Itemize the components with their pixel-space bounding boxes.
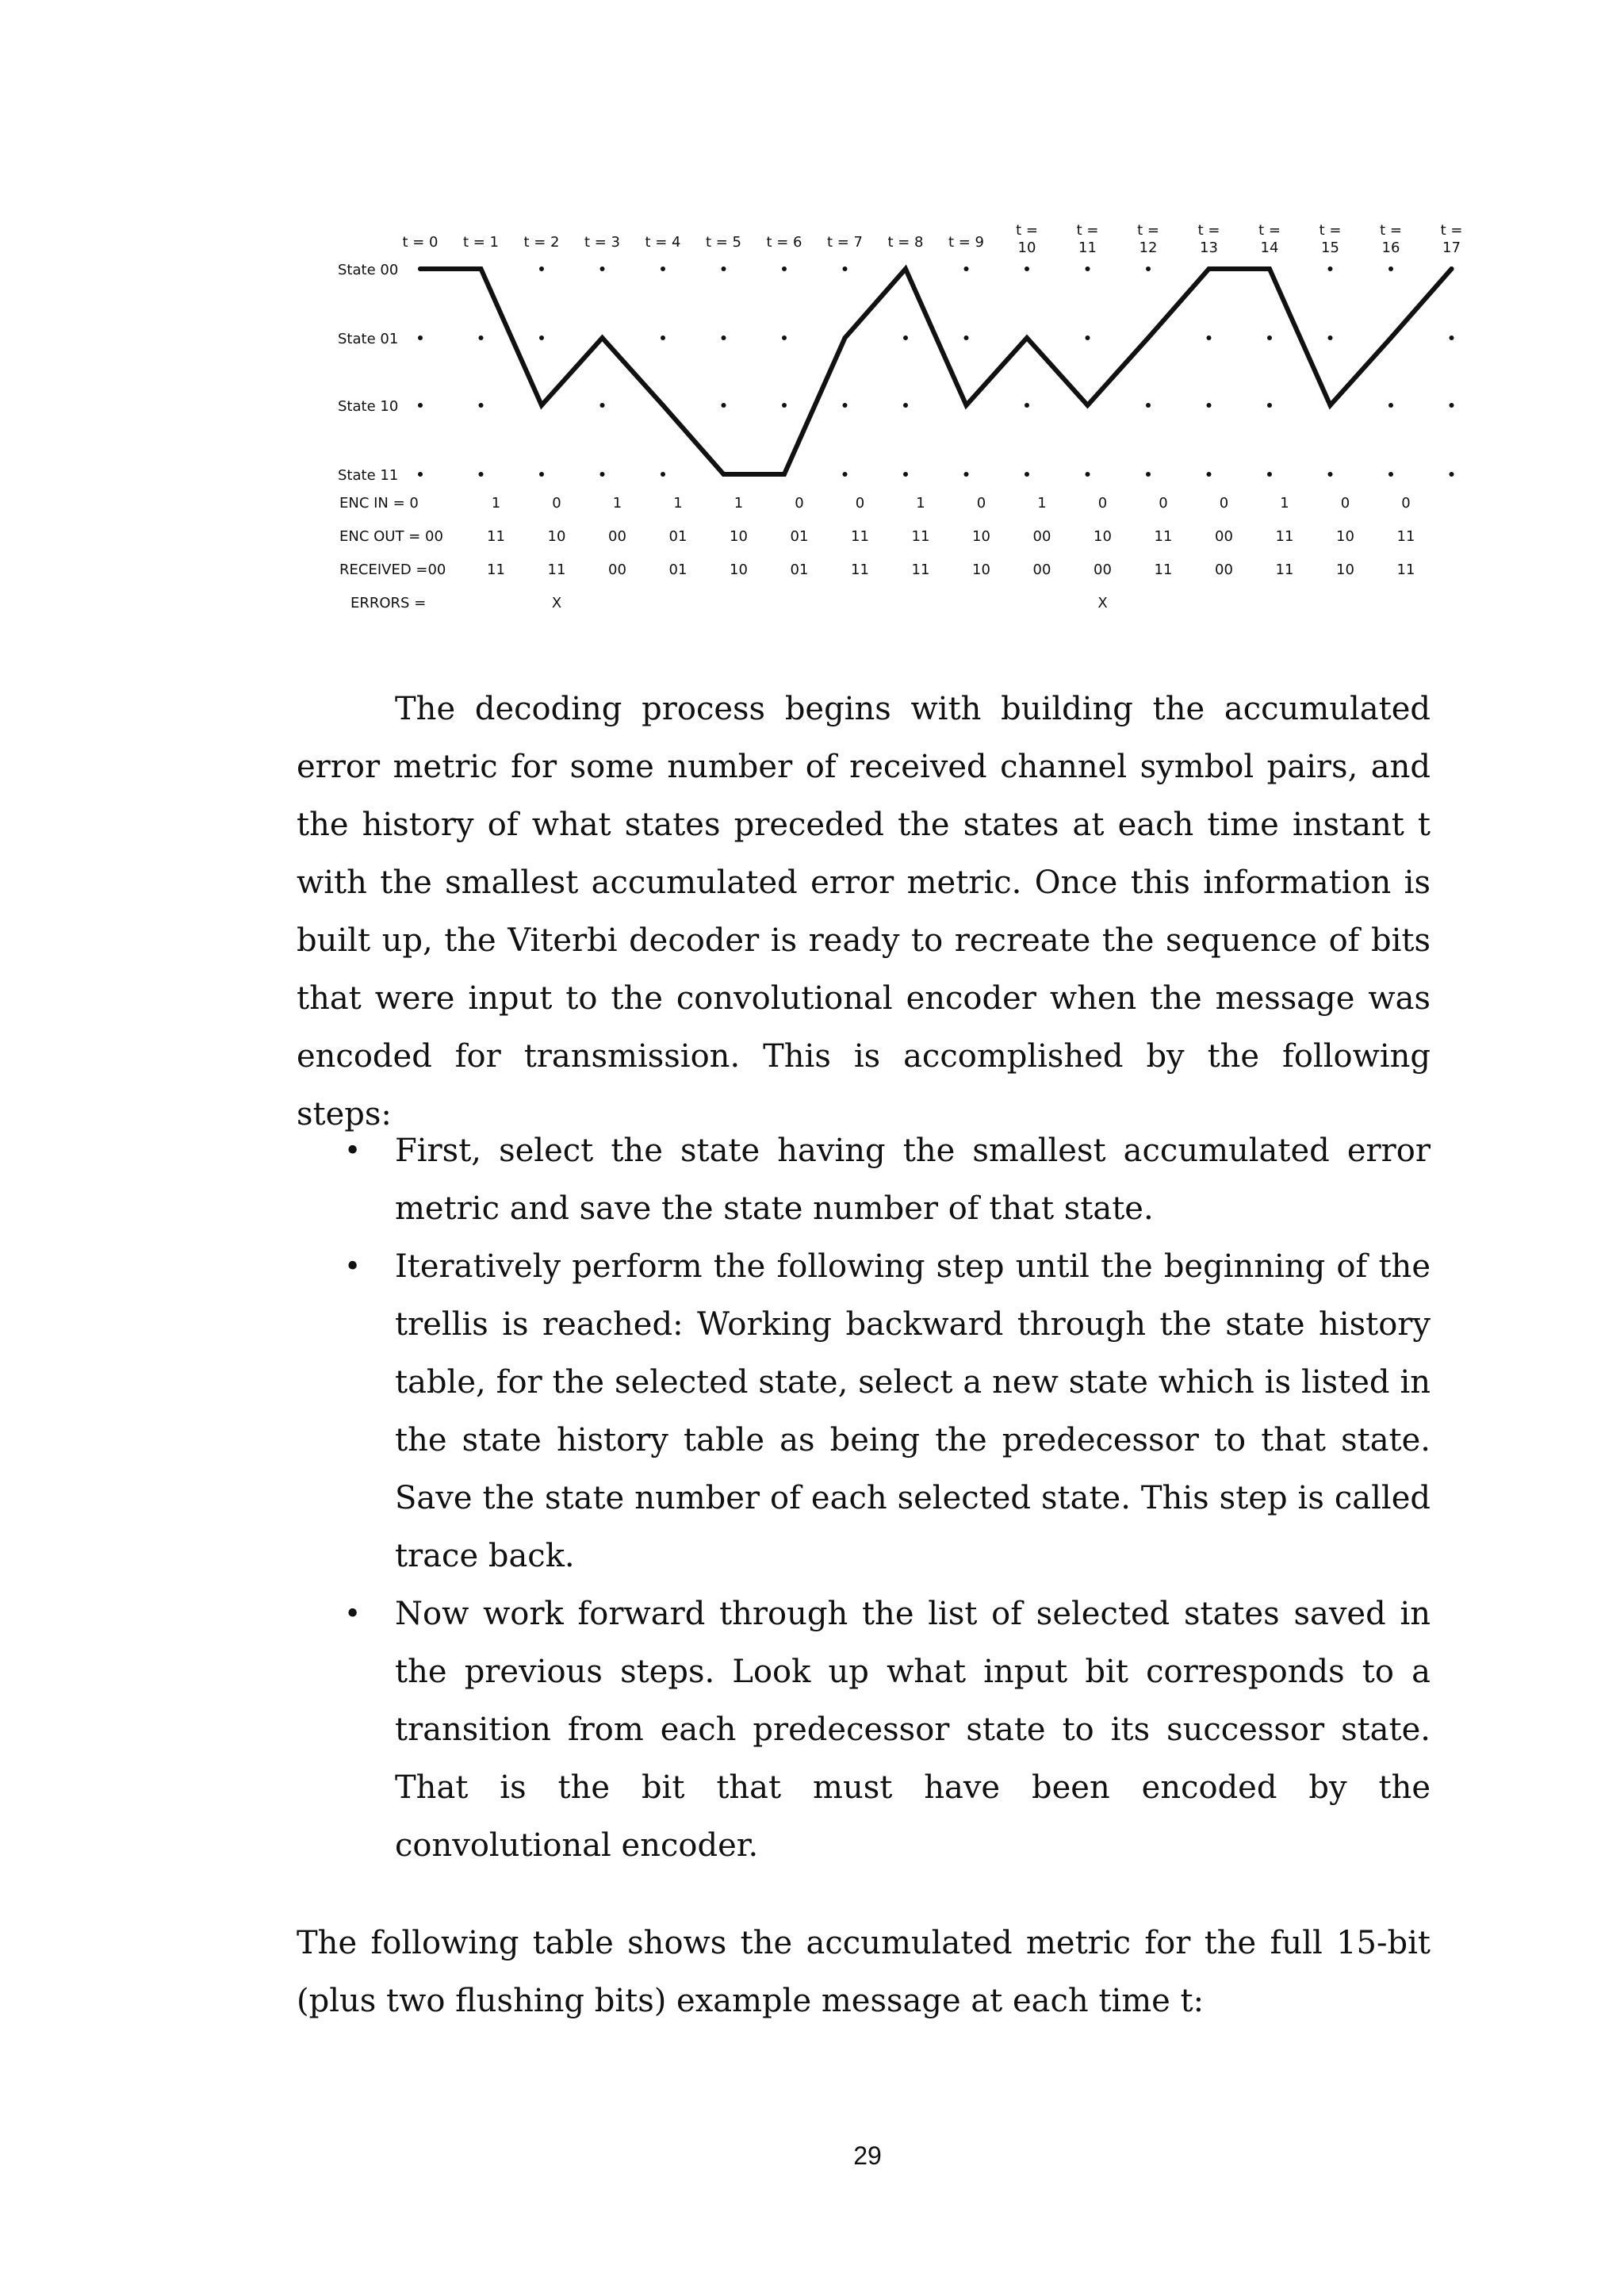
trellis-node <box>843 266 848 271</box>
state-label: State 00 <box>338 262 399 278</box>
closing-paragraph: The following table shows the accumulated metric for the full 15-bit (plus two flushing bits) example message at each time t: <box>297 1925 1431 2019</box>
row-value: 1 <box>1037 495 1047 512</box>
trellis-node <box>418 472 423 477</box>
row-value: 00 <box>1215 562 1233 578</box>
bullet-icon: • <box>344 1598 362 1631</box>
row-value: 11 <box>911 528 930 545</box>
trellis-node <box>600 403 605 408</box>
row-value: 01 <box>790 562 809 578</box>
trellis-node <box>964 335 969 340</box>
list-item <box>297 1122 1431 1238</box>
trellis-node <box>600 266 605 271</box>
trellis-node <box>1025 472 1029 477</box>
row-value: 0 <box>855 495 865 512</box>
trellis-node <box>1146 403 1151 408</box>
bullet-icon: • <box>344 1251 362 1283</box>
page-number: 29 <box>853 2141 882 2170</box>
state-label: State 01 <box>338 331 399 347</box>
time-label: t = 4 <box>645 234 681 251</box>
bullet-icon: • <box>344 1135 362 1167</box>
trellis-node <box>782 266 787 271</box>
time-label: t = 6 <box>766 234 802 251</box>
step-text: Iteratively perform the following step until the beginning of the trellis is reached: Working backward through the state history table, for the selected state, select a new state which is listed in the state history table as being the predecessor to that state. Save the state number of each selected state. This step is called trace back. <box>395 1248 1431 1574</box>
state-labels <box>338 262 398 484</box>
trellis-node <box>903 403 908 408</box>
time-label: t = 1 <box>462 234 500 251</box>
trellis-node <box>661 266 665 271</box>
row-value: 00 <box>608 562 626 578</box>
trellis-node <box>539 472 544 477</box>
row-value: 11 <box>487 562 505 578</box>
row-value: 0 <box>1340 495 1350 512</box>
state-label: State 10 <box>338 398 399 415</box>
time-label: t = 9 <box>948 234 985 251</box>
trellis-node <box>782 403 787 408</box>
time-labels <box>402 222 1462 256</box>
row-value: 01 <box>668 562 688 578</box>
row-value: 11 <box>1275 528 1294 545</box>
row-value: 10 <box>1336 562 1354 578</box>
row-value: 0 <box>976 495 986 512</box>
time-label: t = 8 <box>887 234 924 251</box>
row-value: 0 <box>1401 495 1411 512</box>
trellis-node <box>479 403 484 408</box>
trellis-node <box>1450 335 1454 340</box>
trellis-node <box>1025 266 1029 271</box>
row-value: 10 <box>547 528 566 545</box>
trellis-node <box>1328 335 1333 340</box>
list-item <box>297 1238 1431 1585</box>
time-label: t = 5 <box>705 234 742 251</box>
row-value: 10 <box>1336 528 1354 545</box>
trellis-node <box>418 403 423 408</box>
trellis-node <box>843 403 848 408</box>
trellis-node <box>1267 335 1272 340</box>
row-value: 0 <box>1159 495 1168 512</box>
trellis-node <box>722 403 726 408</box>
trellis-node <box>1388 472 1393 477</box>
row-value: 11 <box>1396 528 1415 545</box>
trellis-node <box>1146 472 1151 477</box>
trellis-node <box>1450 403 1454 408</box>
trellis-node <box>479 472 484 477</box>
time-label: t = 7 <box>826 234 864 251</box>
trellis-node <box>479 335 484 340</box>
row-value: 1 <box>612 495 622 512</box>
time-label: t = 11 <box>1076 222 1099 256</box>
row-value: 11 <box>851 528 869 545</box>
time-label: t = 15 <box>1319 222 1342 256</box>
trellis-node <box>1207 472 1212 477</box>
row-value: 10 <box>730 528 748 545</box>
row-value: 0 <box>795 495 804 512</box>
row-value: 1 <box>491 495 501 512</box>
time-label: t = 16 <box>1380 222 1402 256</box>
trellis-diagram <box>0 0 1624 634</box>
row-value: 11 <box>1154 562 1173 578</box>
row-label: ENC OUT = 00 <box>339 528 443 545</box>
step-list <box>297 1122 1431 1875</box>
trellis-node <box>903 472 908 477</box>
row-value: 11 <box>911 562 930 578</box>
time-label: t = 2 <box>523 234 560 251</box>
row-value: 1 <box>733 495 744 512</box>
trellis-node <box>661 335 665 340</box>
time-label: t = 17 <box>1440 222 1463 256</box>
trellis-node <box>1267 472 1272 477</box>
row-value: 0 <box>1219 495 1229 512</box>
row-value: 10 <box>972 528 990 545</box>
row-value: 00 <box>1094 562 1112 578</box>
trellis-node <box>661 472 665 477</box>
time-label: t = 3 <box>584 234 621 251</box>
time-label: t = 0 <box>402 234 439 251</box>
trellis-node <box>1086 472 1090 477</box>
row-value: 11 <box>1154 528 1173 545</box>
time-label: t = 12 <box>1137 222 1159 256</box>
trellis-node <box>600 472 605 477</box>
trellis-node <box>1328 472 1333 477</box>
encoding-table <box>339 495 1415 611</box>
trellis-node <box>1267 403 1272 408</box>
row-value: 1 <box>673 495 683 512</box>
row-label: ERRORS = <box>350 595 427 611</box>
row-value: 1 <box>1280 495 1289 512</box>
trellis-node <box>418 335 423 340</box>
intro-paragraph: The decoding process begins with building the accumulated error metric for some number of received channel symbol pairs, and the history of what states preceded the states at each time instant t with the smallest accumulated error metric. Once this information is built up, the Viterbi decoder is ready to recreate the sequence of bits that were input to the convolutional encoder when the message was encoded for transmission. This is accomplished by the following steps: <box>297 691 1431 1133</box>
survivor-path <box>420 269 1452 474</box>
row-value: 1 <box>916 495 925 512</box>
step-text: First, select the state having the smallest accumulated error metric and save the state number of that state. <box>395 1133 1431 1227</box>
trellis-node <box>722 266 726 271</box>
trellis-node <box>1450 472 1454 477</box>
trellis-node <box>1086 266 1090 271</box>
trellis-node <box>1207 403 1212 408</box>
trellis-node <box>1086 335 1090 340</box>
row-value: 01 <box>668 528 688 545</box>
row-value: X <box>551 595 562 611</box>
row-value: 00 <box>1032 562 1051 578</box>
row-value: 01 <box>790 528 809 545</box>
row-label: ENC IN = 0 <box>339 495 419 512</box>
trellis-node <box>1388 266 1393 271</box>
row-value: 10 <box>972 562 990 578</box>
time-label: t = 13 <box>1197 222 1220 256</box>
trellis-node <box>964 472 969 477</box>
row-value: 0 <box>552 495 561 512</box>
trellis-node <box>722 335 726 340</box>
state-label: State 11 <box>338 467 399 484</box>
trellis-node <box>1328 266 1333 271</box>
trellis-node <box>1388 403 1393 408</box>
row-value: 00 <box>1215 528 1233 545</box>
row-value: 11 <box>1275 562 1294 578</box>
row-value: 10 <box>1094 528 1112 545</box>
list-item <box>297 1585 1431 1875</box>
row-value: 11 <box>1396 562 1415 578</box>
trellis-node <box>843 472 848 477</box>
trellis-node <box>539 335 544 340</box>
row-value: 00 <box>1032 528 1051 545</box>
row-value: X <box>1097 595 1108 611</box>
time-label: t = 14 <box>1258 222 1281 256</box>
row-value: 0 <box>1097 495 1108 512</box>
trellis-node <box>903 335 908 340</box>
row-value: 11 <box>547 562 566 578</box>
step-text: Now work forward through the list of selected states saved in the previous steps. Look up what input bit corresponds to a transition from each predecessor state to its successor state. That is the bit that must have been encoded by the convolutional encoder. <box>395 1596 1431 1864</box>
time-label: t = 10 <box>1016 222 1038 256</box>
trellis-node <box>1207 335 1212 340</box>
row-value: 11 <box>851 562 869 578</box>
trellis-node <box>782 335 787 340</box>
row-value: 10 <box>730 562 748 578</box>
trellis-node <box>1025 403 1029 408</box>
trellis-node <box>1146 266 1151 271</box>
row-label: RECEIVED =00 <box>339 562 446 578</box>
row-value: 11 <box>487 528 505 545</box>
row-value: 00 <box>608 528 626 545</box>
trellis-node <box>964 266 969 271</box>
trellis-node <box>539 266 544 271</box>
